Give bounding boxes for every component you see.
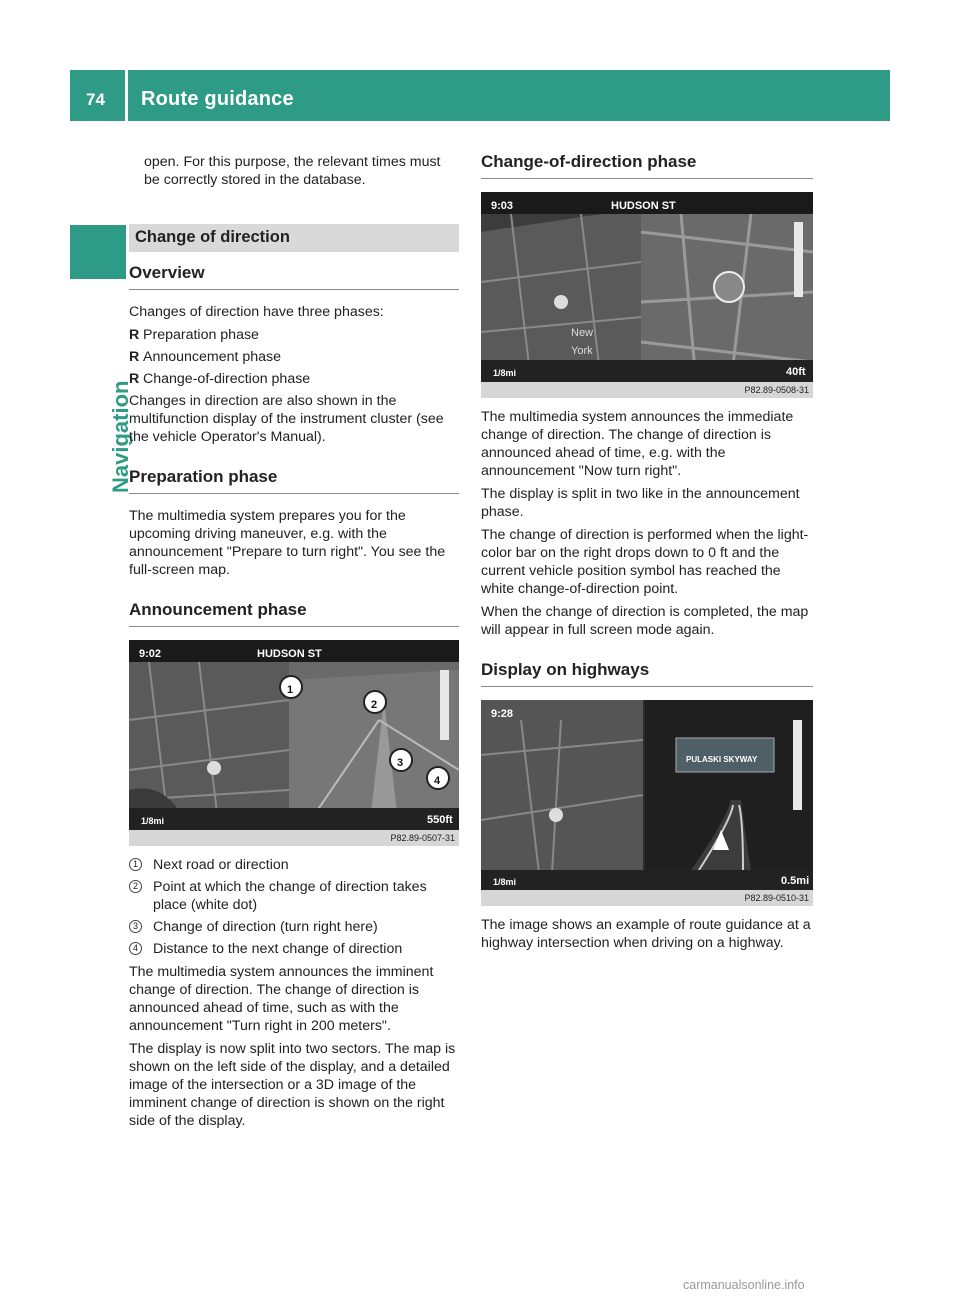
clock-readout: 9:02 (139, 648, 162, 660)
distance-readout: 0.5mi (781, 875, 810, 887)
list-item: 1 Next road or direction (129, 856, 459, 874)
announcement-phase-screenshot (129, 640, 459, 846)
phase-list (129, 326, 459, 388)
highway-sign: PULASKI SKYWAY (686, 755, 758, 764)
callout-3: 3 (397, 757, 404, 769)
announce-paragraph-2: The display is now split into two sectors. The map is shown on the left side of the display, and a detailed image of the intersection or a 3D image of the imminent change of direction is shown on the right side of the display. (129, 1041, 456, 1129)
highway-display (481, 700, 813, 890)
page-title: Route guidance (141, 88, 294, 110)
side-tab-block (70, 225, 126, 279)
list-item: R Preparation phase (129, 327, 259, 343)
cod-paragraph-4: When the change of direction is completed, the map will appear in full screen mode again. (481, 604, 809, 638)
split-map-display (129, 640, 459, 830)
highway-heading: Display on highways (481, 661, 813, 687)
left-column (129, 153, 459, 1135)
list-item: 3 Change of direction (turn right here) (129, 918, 459, 936)
list-item: R Change-of-direction phase (129, 371, 311, 387)
cod-paragraph-1: The multimedia system announces the immediate change of direction. The change of direction is announced ahead of time, e.g. with the announcement "Now turn right". (481, 409, 794, 479)
distance-readout: 40ft (786, 366, 806, 378)
list-item: R Announcement phase (129, 349, 282, 365)
map-label: York (571, 345, 593, 357)
map-scale: 1/8mi (493, 877, 517, 887)
section-title: Change of direction (129, 224, 459, 252)
callout-legend (129, 856, 459, 958)
street-name: HUDSON ST (257, 648, 322, 660)
list-item: 2 Point at which the change of direction takes place (white dot) (129, 878, 459, 914)
header-divider (125, 70, 128, 121)
announce-paragraph-1: The multimedia system announces the imminent change of direction. The change of direction is announced ahead of time, such as with the announcement "Turn right in 200 meters". (129, 964, 434, 1034)
overview-text: Changes of direction have three phases: (129, 304, 384, 320)
highway-screenshot (481, 700, 813, 906)
highway-text: The image shows an example of route guidance at a highway intersection when driving on a highway. (481, 917, 811, 951)
right-column (481, 153, 813, 957)
prep-text: The multimedia system prepares you for the upcoming driving maneuver, e.g. with the announcement "Prepare to turn right". You see the full-screen map. (129, 508, 446, 578)
page-number: 74 (86, 90, 105, 109)
cod-heading: Change-of-direction phase (481, 153, 813, 179)
callout-1: 1 (287, 684, 294, 696)
announce-heading: Announcement phase (129, 601, 459, 627)
clock-readout: 9:28 (491, 708, 514, 720)
split-map-display (481, 192, 813, 382)
overview-after: Changes in direction are also shown in the multifunction display of the instrument cluster (see the vehicle Operator's Manual). (129, 393, 444, 445)
cod-paragraph-3: The change of direction is performed when the light-color bar on the right drops down to 0 ft and the current vehicle position symbol has reached the white change-of-direction point. (481, 527, 809, 597)
street-name: HUDSON ST (611, 200, 676, 212)
overview-heading: Overview (129, 264, 459, 290)
intro-paragraph: open. For this purpose, the relevant times must be correctly stored in the database. (144, 154, 441, 188)
callout-2: 2 (371, 699, 378, 711)
cod-paragraph-2: The display is split in two like in the announcement phase. (481, 486, 800, 520)
figure-code: P82.89-0507-31 (129, 830, 459, 846)
map-label: New (571, 327, 594, 339)
figure-code: P82.89-0510-31 (481, 890, 813, 906)
figure-code: P82.89-0508-31 (481, 382, 813, 398)
change-of-direction-screenshot (481, 192, 813, 398)
map-scale: 1/8mi (493, 368, 517, 378)
distance-readout: 550ft (427, 814, 453, 826)
map-scale: 1/8mi (141, 816, 165, 826)
list-item: 4 Distance to the next change of direction (129, 940, 459, 958)
prep-heading: Preparation phase (129, 468, 459, 494)
side-tab-label: Navigation (108, 380, 133, 493)
watermark: carmanualsonline.info (683, 1278, 805, 1292)
clock-readout: 9:03 (491, 200, 514, 212)
callout-4: 4 (434, 775, 441, 787)
